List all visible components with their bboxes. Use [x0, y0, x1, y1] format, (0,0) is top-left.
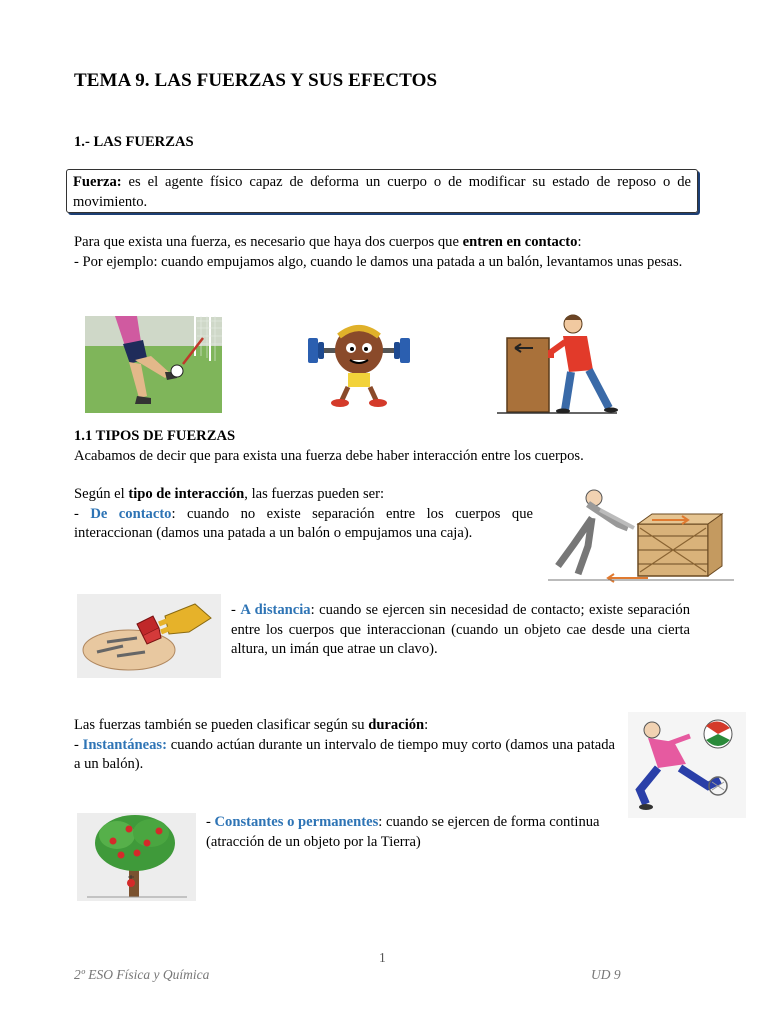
- interaction-intro-bold: tipo de interacción: [128, 486, 245, 502]
- magnet-nails-image: [77, 594, 221, 678]
- definition-box: [66, 169, 698, 213]
- section-heading-tipos: 1.1 TIPOS DE FUERZAS: [74, 428, 236, 444]
- duration-intro-post: :: [424, 717, 429, 733]
- duration-intro-text: Las fuerzas también se pueden clasificar según su: [74, 717, 369, 733]
- bullet-dash: -: [74, 505, 91, 522]
- definition-term: Fuerza:: [73, 174, 122, 190]
- section-heading-fuerzas: 1.- LAS FUERZAS: [74, 134, 194, 150]
- kicking-ball-image: [628, 712, 746, 818]
- bullet-dash: -: [206, 814, 215, 830]
- constant-force-text: : cuando se ejercen de forma continua (atracción de un objeto por la Tierra): [206, 814, 600, 850]
- distance-force-text: : cuando se ejercen sin necesidad de contacto; existe separación entre los cuerpos que interaccionan (cuando un objeto cae desde una cierta altura, un imán que atrae un clavo).: [231, 602, 691, 657]
- contact-force-text: : cuando no existe separación entre los cuerpos que interaccionan (damos una patada a un balón o empujamos una caja).: [74, 505, 533, 541]
- instant-force-label: Instantáneas:: [82, 736, 167, 753]
- constant-force-paragraph: [206, 813, 616, 852]
- interaction-contact-paragraph: [74, 485, 533, 544]
- duration-paragraph: [74, 716, 615, 775]
- contact-intro-text: Para que exista una fuerza, es necesario que haya dos cuerpos que: [74, 234, 463, 250]
- definition-text: es el agente físico capaz de deforma un cuerpo o de modificar su estado de reposo o de movimiento.: [73, 174, 691, 210]
- instant-force-text: cuando actúan durante un intervalo de tiempo muy corto (damos una patada a un balón).: [74, 736, 616, 772]
- contact-intro-colon: :: [577, 234, 582, 250]
- page-number: 1: [379, 950, 386, 965]
- constant-force-label: Constantes o permanentes: [214, 814, 379, 830]
- interaction-intro-post: , las fuerzas pueden ser:: [244, 486, 385, 502]
- types-intro-text: Acabamos de decir que para exista una fuerza debe haber interacción entre los cuerpos.: [74, 447, 584, 464]
- footer-unit: UD 9: [591, 967, 621, 982]
- contact-intro-paragraph: [74, 233, 695, 272]
- contact-intro-bold: entren en contacto: [462, 234, 578, 250]
- pushing-crate-image: [548, 484, 738, 586]
- contact-example-text: - Por ejemplo: cuando empujamos algo, cuando le damos una patada a un balón, levantamos unas pesas.: [74, 253, 683, 270]
- distance-force-paragraph: [231, 601, 690, 660]
- soccer-kick-image: [85, 316, 222, 413]
- interaction-intro-text: Según el: [74, 486, 129, 502]
- duration-intro-bold: duración: [368, 717, 425, 733]
- bullet-dash: -: [231, 602, 241, 618]
- footer-course: 2º ESO Física y Química: [74, 967, 210, 982]
- page-title: TEMA 9. LAS FUERZAS Y SUS EFECTOS: [74, 70, 438, 91]
- pushing-box-image: [493, 310, 621, 415]
- apple-tree-image: [77, 813, 196, 901]
- distance-force-label: A distancia: [240, 602, 311, 618]
- weightlifter-image: [304, 318, 414, 410]
- bullet-dash: -: [74, 736, 83, 753]
- contact-force-label: De contacto: [90, 505, 172, 522]
- types-of-forces-section: [74, 427, 695, 466]
